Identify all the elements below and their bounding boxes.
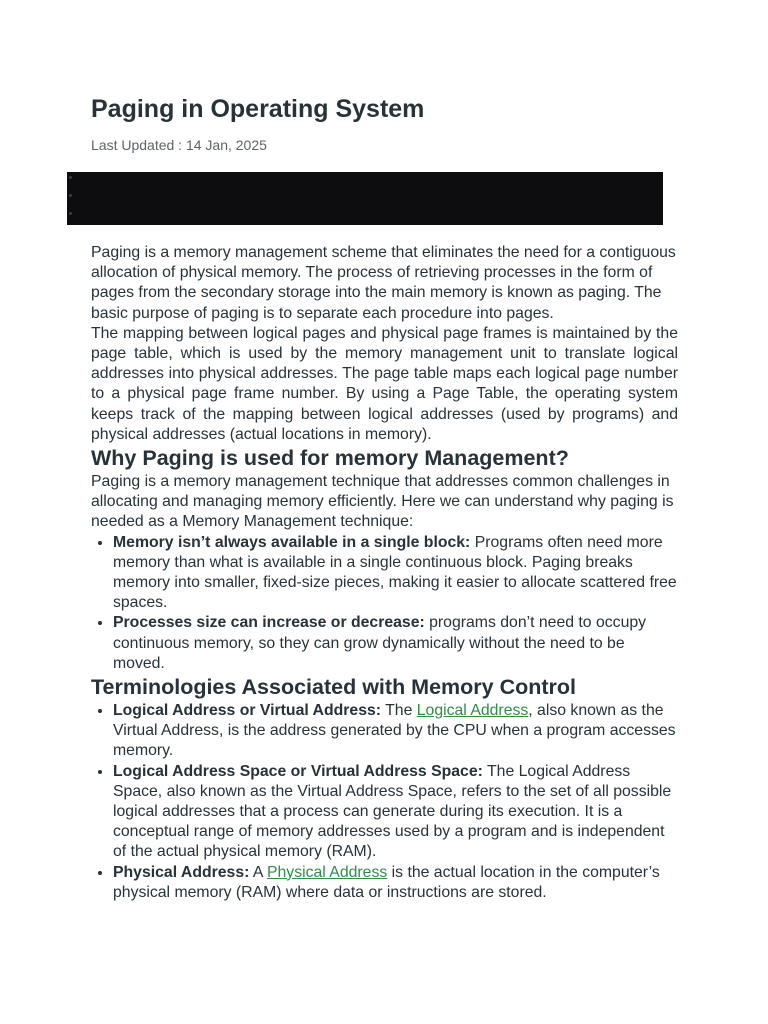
list-item (113, 533, 678, 614)
intro-paragraph: The mapping between logical pages and physical page frames is maintained by the page table, which is used by the memory management unit to translate logical addresses into physical addresses. The page table maps each logical page number to a physical page frame number. By using a Page Table, the operating system keeps track of the mapping between logical addresses (used by programs) and physical addresses (actual locations in memory). (91, 324, 678, 443)
list-item (113, 863, 678, 903)
list-item (113, 613, 678, 674)
list-item (113, 762, 678, 863)
physical-address-link[interactable]: Physical Address (266, 863, 388, 881)
list-item-text: The (381, 702, 417, 720)
list-item-text: programs don’t need to occupy continuous memory, so they can grow dynamically without the need to be moved. (113, 614, 647, 672)
list-item-text: The Logical Address Space, also known as the Virtual Address Space, refers to the set of all possible logical addresses that a process can generate during its execution. It is a conceptual range of memory addresses used by a program and is independent of the actual physical memory (RAM). (113, 762, 672, 861)
reasons-list (91, 533, 678, 674)
list-item-term: Logical Address or Virtual Address: (113, 702, 382, 720)
list-item-term: Physical Address: (113, 863, 250, 881)
logical-address-link[interactable]: Logical Address (416, 702, 529, 720)
list-item-text: Programs often need more memory than what is available in a single continuous block. Paging breaks memory into smaller, fixed-size pieces, making it easier to allocate scattered free spaces. (113, 533, 677, 612)
section-heading: Terminologies Associated with Memory Control (91, 675, 577, 700)
list-item-term: Memory isn’t always available in a single block: (113, 533, 471, 551)
bullet-dot (69, 194, 72, 197)
bullet-dot (69, 176, 72, 179)
article-body (91, 243, 678, 903)
page-title: Paging in Operating System (91, 95, 425, 123)
section-intro: Paging is a memory management technique that addresses common challenges in allocating and managing memory efficiently. Here we can understand why paging is needed as a Memory Management technique: (91, 473, 674, 531)
intro-paragraph: Paging is a memory management scheme that eliminates the need for a contiguous allocation of physical memory. The process of retrieving processes in the form of pages from the secondary storage into the main memory is known as paging. The basic purpose of paging is to separate each procedure into pages. (91, 244, 676, 322)
list-item-term: Logical Address Space or Virtual Address Space: (113, 762, 483, 780)
embedded-banner[interactable] (67, 172, 663, 225)
list-item-term: Processes size can increase or decrease: (113, 614, 425, 632)
list-item-text: A (249, 863, 267, 881)
list-item-text: is the actual location in the computer’s physical memory (RAM) where data or instructions are stored. (113, 863, 660, 901)
terminology-list (91, 701, 678, 903)
last-updated: Last Updated : 14 Jan, 2025 (91, 137, 267, 153)
bullet-dot (69, 212, 72, 215)
section-heading: Why Paging is used for memory Management? (91, 446, 569, 471)
list-item-text: , also known as the Virtual Address, is the address generated by the CPU when a program accesses memory. (113, 702, 676, 760)
list-item (113, 701, 678, 762)
